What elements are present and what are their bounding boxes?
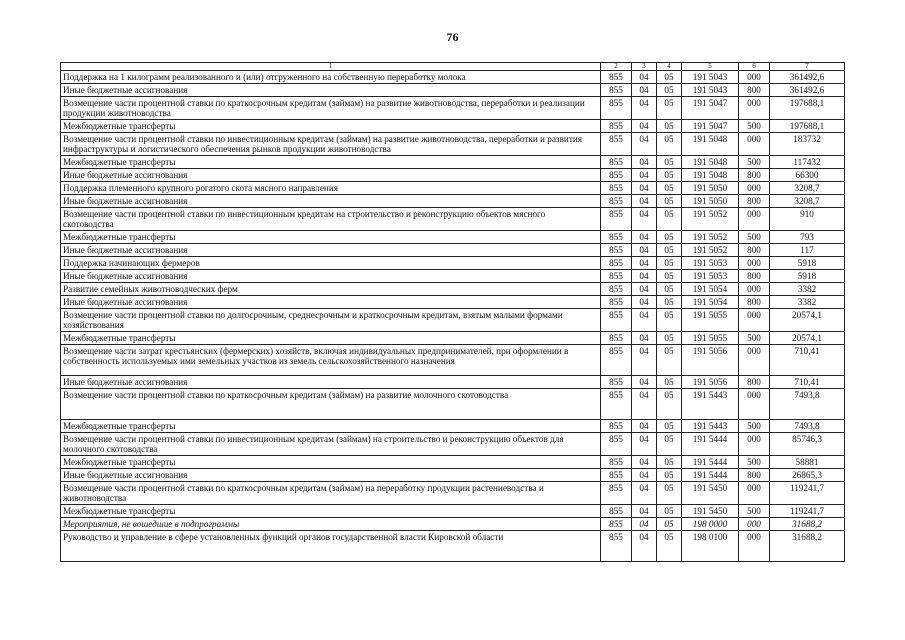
- target-article-code: 191 5054: [682, 296, 739, 309]
- subsection-code: 05: [657, 84, 682, 97]
- target-article-code: 191 5053: [682, 270, 739, 283]
- table-row: [61, 482, 845, 505]
- subsection-code: 05: [657, 244, 682, 257]
- ministry-code: 855: [601, 244, 632, 257]
- table-row: [61, 389, 845, 420]
- subsection-code: 05: [657, 208, 682, 231]
- expense-type-code: 800: [739, 244, 770, 257]
- subsection-code: 05: [657, 231, 682, 244]
- ministry-code: 855: [601, 195, 632, 208]
- table-row: [61, 505, 845, 518]
- row-name: Мероприятия, не вошедшие в подпрограммы: [61, 518, 601, 531]
- amount: 58881: [770, 456, 845, 469]
- section-code: 04: [632, 133, 657, 156]
- target-article-code: 191 5055: [682, 332, 739, 345]
- ministry-code: 855: [601, 482, 632, 505]
- table-row: [61, 345, 845, 376]
- row-name: Иные бюджетные ассигнования: [61, 84, 601, 97]
- row-name: Возмещение части процентной ставки по инвестиционным кредитам на строительство и реконструкцию объектов мясного скотоводства: [61, 208, 601, 231]
- ministry-code: 855: [601, 97, 632, 120]
- target-article-code: 191 5050: [682, 182, 739, 195]
- expense-type-code: 000: [739, 71, 770, 84]
- row-name: Возмещение части процентной ставки по краткосрочным кредитам (займам) на развитие животноводства, переработки и реализации продукции животноводства: [61, 97, 601, 120]
- row-name: Развитие семейных животноводческих ферм: [61, 283, 601, 296]
- target-article-code: 191 5054: [682, 283, 739, 296]
- expense-type-code: 000: [739, 345, 770, 376]
- amount: 66300: [770, 169, 845, 182]
- table-row: [61, 309, 845, 332]
- section-code: 04: [632, 270, 657, 283]
- expense-type-code: 000: [739, 482, 770, 505]
- subsection-code: 05: [657, 309, 682, 332]
- row-name: Иные бюджетные ассигнования: [61, 296, 601, 309]
- section-code: 04: [632, 84, 657, 97]
- row-name: Возмещение части процентной ставки по инвестиционным кредитам (займам) на строительство и реконструкцию объектов для молочного скотоводства: [61, 433, 601, 456]
- amount: 20574,1: [770, 332, 845, 345]
- section-code: 04: [632, 169, 657, 182]
- section-code: 04: [632, 482, 657, 505]
- subsection-code: 05: [657, 518, 682, 531]
- ministry-code: 855: [601, 433, 632, 456]
- target-article-code: 191 5052: [682, 208, 739, 231]
- table-row: [61, 531, 845, 562]
- table-row: [61, 270, 845, 283]
- amount: 119241,7: [770, 482, 845, 505]
- subsection-code: 05: [657, 182, 682, 195]
- target-article-code: 191 5052: [682, 231, 739, 244]
- table-row: [61, 376, 845, 389]
- ministry-code: 855: [601, 283, 632, 296]
- subsection-code: 05: [657, 433, 682, 456]
- expense-type-code: 000: [739, 97, 770, 120]
- ministry-code: 855: [601, 518, 632, 531]
- expense-type-code: 000: [739, 531, 770, 562]
- subsection-code: 05: [657, 332, 682, 345]
- ministry-code: 855: [601, 420, 632, 433]
- target-article-code: 191 5050: [682, 195, 739, 208]
- table-row: [61, 244, 845, 257]
- subsection-code: 05: [657, 456, 682, 469]
- ministry-code: 855: [601, 531, 632, 562]
- expense-type-code: 800: [739, 270, 770, 283]
- section-code: 04: [632, 376, 657, 389]
- row-name: Поддержка на 1 килограмм реализованного и (или) отгруженного на собственную переработку молока: [61, 71, 601, 84]
- subsection-code: 05: [657, 257, 682, 270]
- target-article-code: 191 5047: [682, 97, 739, 120]
- expense-type-code: 000: [739, 257, 770, 270]
- expense-type-code: 500: [739, 332, 770, 345]
- ministry-code: 855: [601, 389, 632, 420]
- table-row: [61, 84, 845, 97]
- section-code: 04: [632, 296, 657, 309]
- target-article-code: 191 5043: [682, 71, 739, 84]
- ministry-code: 855: [601, 84, 632, 97]
- expense-type-code: 000: [739, 133, 770, 156]
- row-name: Межбюджетные трансферты: [61, 231, 601, 244]
- section-code: 04: [632, 505, 657, 518]
- target-article-code: 198 0000: [682, 518, 739, 531]
- row-name: Поддержка начинающих фермеров: [61, 257, 601, 270]
- target-article-code: 191 5056: [682, 345, 739, 376]
- target-article-code: 191 5048: [682, 133, 739, 156]
- section-code: 04: [632, 97, 657, 120]
- target-article-code: 191 5043: [682, 84, 739, 97]
- amount: 3382: [770, 283, 845, 296]
- expense-type-code: 800: [739, 469, 770, 482]
- table-row: [61, 469, 845, 482]
- target-article-code: 191 5444: [682, 456, 739, 469]
- section-code: 04: [632, 208, 657, 231]
- ministry-code: 855: [601, 208, 632, 231]
- subsection-code: 05: [657, 195, 682, 208]
- row-name: Возмещение части процентной ставки по краткосрочным кредитам (займам) на переработку продукции растениеводства и животноводства: [61, 482, 601, 505]
- ministry-code: 855: [601, 505, 632, 518]
- amount: 117: [770, 244, 845, 257]
- ministry-code: 855: [601, 296, 632, 309]
- column-header: 7: [770, 63, 845, 71]
- target-article-code: 191 5055: [682, 309, 739, 332]
- target-article-code: 191 5450: [682, 505, 739, 518]
- subsection-code: 05: [657, 389, 682, 420]
- subsection-code: 05: [657, 482, 682, 505]
- amount: 7493,8: [770, 389, 845, 420]
- subsection-code: 05: [657, 296, 682, 309]
- subsection-code: 05: [657, 156, 682, 169]
- amount: 85746,3: [770, 433, 845, 456]
- expense-type-code: 500: [739, 505, 770, 518]
- row-name: Возмещение части процентной ставки по краткосрочным кредитам (займам) на развитие молочного скотоводства: [61, 389, 601, 420]
- row-name: Поддержка племенного крупного рогатого скота мясного направления: [61, 182, 601, 195]
- target-article-code: 191 5053: [682, 257, 739, 270]
- expense-type-code: 500: [739, 156, 770, 169]
- row-name: Возмещение части процентной ставки по долгосрочным, среднесрочным и краткосрочным кредитам, взятым малыми формами хозяйствования: [61, 309, 601, 332]
- expense-type-code: 000: [739, 518, 770, 531]
- page-number: 76: [446, 30, 459, 44]
- row-name: Иные бюджетные ассигнования: [61, 244, 601, 257]
- expense-type-code: 000: [739, 433, 770, 456]
- table-row: [61, 169, 845, 182]
- amount: 710,41: [770, 345, 845, 376]
- table-row: [61, 156, 845, 169]
- table-row: [61, 518, 845, 531]
- amount: 31688,2: [770, 531, 845, 562]
- column-header: 3: [632, 63, 657, 71]
- amount: 26865,3: [770, 469, 845, 482]
- table-row: [61, 283, 845, 296]
- table-row: [61, 231, 845, 244]
- target-article-code: 191 5056: [682, 376, 739, 389]
- column-header: 4: [657, 63, 682, 71]
- subsection-code: 05: [657, 283, 682, 296]
- section-code: 04: [632, 518, 657, 531]
- amount: 361492,6: [770, 71, 845, 84]
- row-name: Иные бюджетные ассигнования: [61, 376, 601, 389]
- ministry-code: 855: [601, 169, 632, 182]
- amount: 361492,6: [770, 84, 845, 97]
- expense-type-code: 800: [739, 376, 770, 389]
- section-code: 04: [632, 120, 657, 133]
- target-article-code: 191 5048: [682, 169, 739, 182]
- row-name: Возмещение части процентной ставки по инвестиционным кредитам (займам) на развитие животноводства, переработки и развития инфраструктуры и логистического обеспечения рынков продукции животноводства: [61, 133, 601, 156]
- table-row: [61, 332, 845, 345]
- ministry-code: 855: [601, 156, 632, 169]
- section-code: 04: [632, 195, 657, 208]
- table-row: [61, 296, 845, 309]
- section-code: 04: [632, 389, 657, 420]
- amount: 3208,7: [770, 195, 845, 208]
- ministry-code: 855: [601, 133, 632, 156]
- expense-type-code: 800: [739, 84, 770, 97]
- target-article-code: 191 5052: [682, 244, 739, 257]
- row-name: Межбюджетные трансферты: [61, 156, 601, 169]
- row-name: Межбюджетные трансферты: [61, 456, 601, 469]
- ministry-code: 855: [601, 376, 632, 389]
- row-name: Иные бюджетные ассигнования: [61, 469, 601, 482]
- ministry-code: 855: [601, 345, 632, 376]
- column-header: 5: [682, 63, 739, 71]
- ministry-code: 855: [601, 231, 632, 244]
- ministry-code: 855: [601, 257, 632, 270]
- expense-type-code: 500: [739, 120, 770, 133]
- table-row: [61, 420, 845, 433]
- row-name: Иные бюджетные ассигнования: [61, 169, 601, 182]
- table-row: [61, 433, 845, 456]
- row-name: Межбюджетные трансферты: [61, 420, 601, 433]
- expense-type-code: 800: [739, 195, 770, 208]
- row-name: Иные бюджетные ассигнования: [61, 270, 601, 283]
- ministry-code: 855: [601, 309, 632, 332]
- expense-type-code: 500: [739, 420, 770, 433]
- target-article-code: 191 5444: [682, 433, 739, 456]
- row-name: Межбюджетные трансферты: [61, 332, 601, 345]
- expense-type-code: 000: [739, 283, 770, 296]
- subsection-code: 05: [657, 469, 682, 482]
- table-row: [61, 257, 845, 270]
- table-body: [61, 71, 845, 562]
- column-header: 6: [739, 63, 770, 71]
- amount: 710,41: [770, 376, 845, 389]
- table-row: [61, 97, 845, 120]
- row-name: Межбюджетные трансферты: [61, 505, 601, 518]
- subsection-code: 05: [657, 133, 682, 156]
- row-name: Иные бюджетные ассигнования: [61, 195, 601, 208]
- subsection-code: 05: [657, 345, 682, 376]
- section-code: 04: [632, 469, 657, 482]
- row-name: Межбюджетные трансферты: [61, 120, 601, 133]
- section-code: 04: [632, 231, 657, 244]
- amount: 20574,1: [770, 309, 845, 332]
- expense-type-code: 000: [739, 309, 770, 332]
- expense-type-code: 000: [739, 208, 770, 231]
- column-header: 1: [61, 63, 601, 71]
- section-code: 04: [632, 332, 657, 345]
- table-row: [61, 71, 845, 84]
- section-code: 04: [632, 345, 657, 376]
- expense-type-code: 000: [739, 182, 770, 195]
- target-article-code: 191 5443: [682, 389, 739, 420]
- expense-type-code: 500: [739, 456, 770, 469]
- ministry-code: 855: [601, 270, 632, 283]
- amount: 197688,1: [770, 97, 845, 120]
- amount: 31688,2: [770, 518, 845, 531]
- target-article-code: 191 5047: [682, 120, 739, 133]
- subsection-code: 05: [657, 71, 682, 84]
- subsection-code: 05: [657, 270, 682, 283]
- subsection-code: 05: [657, 531, 682, 562]
- amount: 5918: [770, 270, 845, 283]
- subsection-code: 05: [657, 420, 682, 433]
- section-code: 04: [632, 309, 657, 332]
- amount: 7493,8: [770, 420, 845, 433]
- ministry-code: 855: [601, 120, 632, 133]
- expense-type-code: 500: [739, 231, 770, 244]
- table-row: [61, 182, 845, 195]
- budget-table: [60, 62, 845, 562]
- section-code: 04: [632, 420, 657, 433]
- expense-type-code: 800: [739, 296, 770, 309]
- section-code: 04: [632, 244, 657, 257]
- row-name: Возмещение части затрат крестьянских (фермерских) хозяйств, включая индивидуальных предпринимателей, при оформлении в собственность используемых ими земельных участков из земель сельскохозяйственного назначения: [61, 345, 601, 376]
- subsection-code: 05: [657, 97, 682, 120]
- section-code: 04: [632, 71, 657, 84]
- subsection-code: 05: [657, 120, 682, 133]
- section-code: 04: [632, 257, 657, 270]
- table-row: [61, 120, 845, 133]
- amount: 119241,7: [770, 505, 845, 518]
- ministry-code: 855: [601, 469, 632, 482]
- column-number-row: [61, 63, 845, 71]
- amount: 197688,1: [770, 120, 845, 133]
- column-header: 2: [601, 63, 632, 71]
- ministry-code: 855: [601, 456, 632, 469]
- target-article-code: 198 0100: [682, 531, 739, 562]
- table-row: [61, 456, 845, 469]
- section-code: 04: [632, 182, 657, 195]
- table-row: [61, 208, 845, 231]
- amount: 3382: [770, 296, 845, 309]
- table-row: [61, 195, 845, 208]
- section-code: 04: [632, 283, 657, 296]
- expense-type-code: 000: [739, 389, 770, 420]
- section-code: 04: [632, 156, 657, 169]
- ministry-code: 855: [601, 332, 632, 345]
- amount: 910: [770, 208, 845, 231]
- amount: 3208,7: [770, 182, 845, 195]
- amount: 5918: [770, 257, 845, 270]
- section-code: 04: [632, 456, 657, 469]
- ministry-code: 855: [601, 182, 632, 195]
- amount: 793: [770, 231, 845, 244]
- subsection-code: 05: [657, 505, 682, 518]
- subsection-code: 05: [657, 169, 682, 182]
- table-row: [61, 133, 845, 156]
- amount: 183732: [770, 133, 845, 156]
- target-article-code: 191 5443: [682, 420, 739, 433]
- target-article-code: 191 5048: [682, 156, 739, 169]
- amount: 117432: [770, 156, 845, 169]
- row-name: Руководство и управление в сфере установленных функций органов государственной власти Кировской области: [61, 531, 601, 562]
- section-code: 04: [632, 531, 657, 562]
- target-article-code: 191 5450: [682, 482, 739, 505]
- target-article-code: 191 5444: [682, 469, 739, 482]
- expense-type-code: 800: [739, 169, 770, 182]
- section-code: 04: [632, 433, 657, 456]
- subsection-code: 05: [657, 376, 682, 389]
- ministry-code: 855: [601, 71, 632, 84]
